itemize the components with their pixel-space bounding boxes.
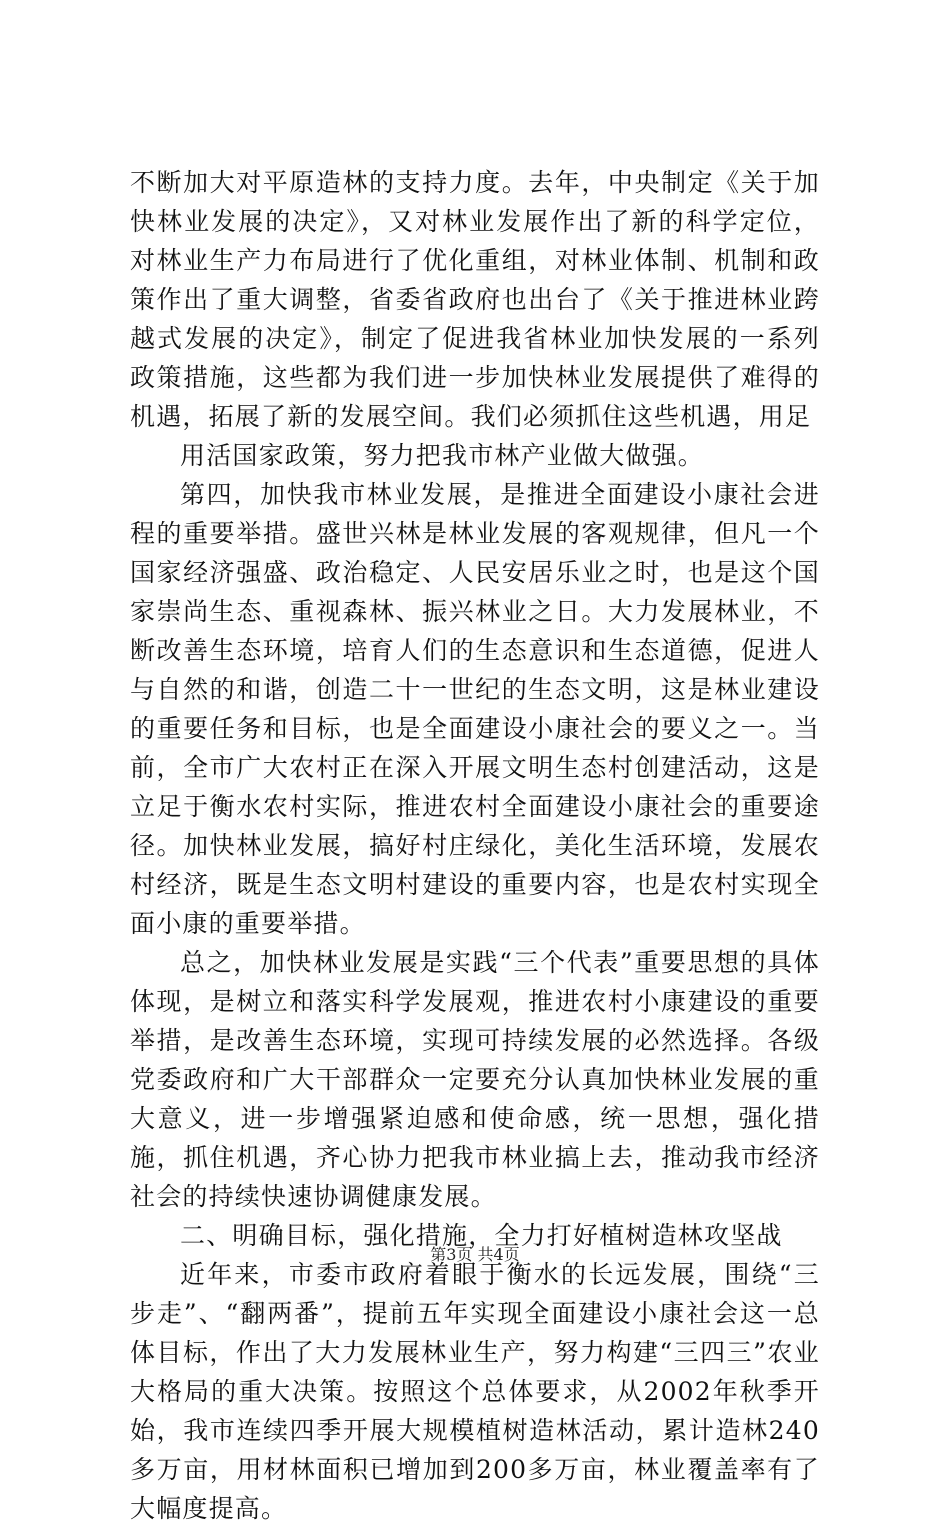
paragraph-continued: 不断加大对平原造林的支持力度。去年，中央制定《关于加快林业发展的决定》，又对林业发展作出了新的科学定位，对林业生产力布局进行了优化重组，对林业体制、机制和政策作出了重大调整，省委省政府也出台了《关于推进林业跨越式发展的决定》，制定了促进我省林业加快发展的一系列政策措施，这些都为我们进一步加快林业发展提供了难得的机遇，拓展了新的发展空间。我们必须抓住这些机遇，用足	[130, 168, 820, 431]
body-text	[130, 163, 820, 1528]
section-heading: 二、明确目标，强化措施，全力打好植树造林攻坚战	[180, 1221, 783, 1250]
paragraph-summary: 总之，加快林业发展是实践“三个代表”重要思想的具体体现，是树立和落实科学发展观，推进农村小康建设的重要举措，是改善生态环境，实现可持续发展的必然选择。各级党委政府和广大干部群众一定要充分认真加快林业发展的重大意义，进一步增强紧迫感和使命感，统一思想，强化措施，抓住机遇，齐心协力把我市林业搞上去，推动我市经济社会的持续快速协调健康发展。	[130, 948, 820, 1211]
paragraph-policy: 用活国家政策，努力把我市林产业做大做强。	[180, 441, 705, 470]
paragraph-recent-years: 近年来，市委市政府着眼于衡水的长远发展，围绕“三步走”、“翻两番”，提前五年实现全面建设小康社会这一总体目标，作出了大力发展林业生产，努力构建“三四三”农业大格局的重大决策。按照这个总体要求，从2002年秋季开始，我市连续四季开展大规模植树造林活动，累计造林240多万亩，用材林面积已增加到200多万亩，林业覆盖率有了大幅度提高。	[130, 1260, 820, 1523]
page-number-footer: 第3页 共4页	[430, 1245, 520, 1264]
paragraph-fourth-point: 第四，加快我市林业发展，是推进全面建设小康社会进程的重要举措。盛世兴林是林业发展的客观规律，但凡一个国家经济强盛、政治稳定、人民安居乐业之时，也是这个国家崇尚生态、重视森林、振兴林业之日。大力发展林业，不断改善生态环境，培育人们的生态意识和生态道德，促进人与自然的和谐，创造二十一世纪的生态文明，这是林业建设的重要任务和目标，也是全面建设小康社会的要义之一。当前，全市广大农村正在深入开展文明生态村创建活动，这是立足于衡水农村实际，推进农村全面建设小康社会的重要途径。加快林业发展，搞好村庄绿化，美化生活环境，发展农村经济，既是生态文明村建设的重要内容，也是农村实现全面小康的重要举措。	[130, 480, 820, 938]
